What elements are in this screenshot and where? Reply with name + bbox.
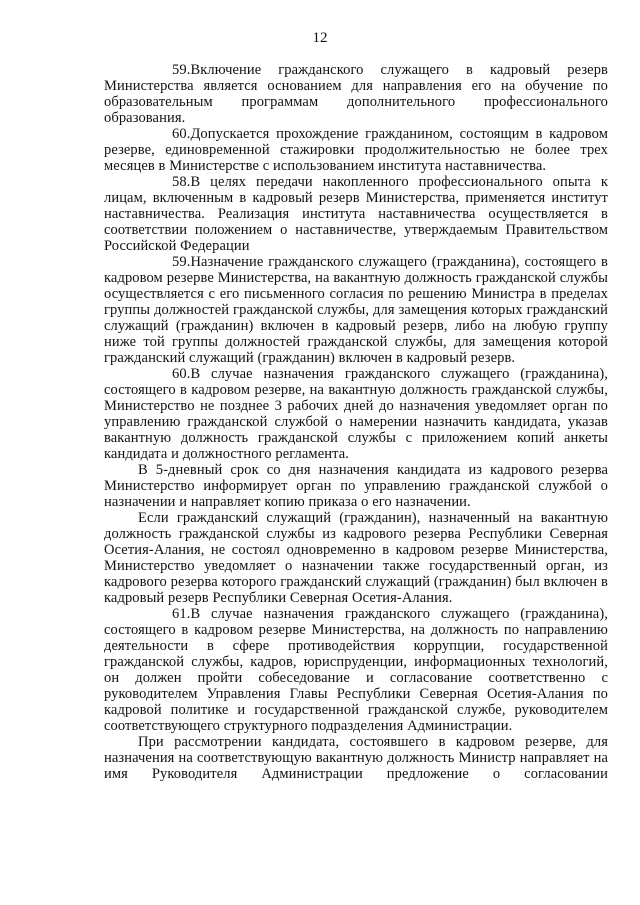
paragraph-text: Назначение гражданского служащего (гражданина), состоящего в кадровом резерве Министерства, на вакантную должность гражданской службы осуществляется с его письменного согласия по решению Министра в пределах группы должностей гражданской службы, для замещения которых гражданский служащий (гражданин) включен в кадровый резерв, либо на любую группу ниже той группы должностей гражданской службы, для замещения которой гражданский служащий (гражданин) включен в кадровый резерв. <box>104 254 608 366</box>
paragraph-60-internship <box>104 126 608 174</box>
paragraph-number: 60. <box>172 366 191 382</box>
paragraph-candidate-review <box>104 734 608 782</box>
paragraph-59-reserve-training <box>104 62 608 126</box>
paragraph-republic-reserve <box>104 510 608 606</box>
document-body <box>104 62 608 782</box>
paragraph-number: 60. <box>172 126 191 142</box>
paragraph-text: В 5-дневный срок со дня назначения кандидата из кадрового резерва Министерство информирует орган по управлению гражданской службой о назначении и направляет копию приказа о его назначении. <box>104 462 608 510</box>
paragraph-number: 58. <box>172 174 191 190</box>
paragraph-60-notification <box>104 366 608 462</box>
paragraph-61-interview <box>104 606 608 734</box>
paragraph-text: Допускается прохождение гражданином, состоящим в кадровом резерве, единовременной стажировки продолжительностью не более трех месяцев в Министерстве с использованием института наставничества. <box>104 126 608 174</box>
paragraph-text: Если гражданский служащий (гражданин), назначенный на вакантную должность гражданской службы из кадрового резерва Республики Северная Осетия-Алания, не состоял одновременно в кадровом резерве Министерства, Министерство уведомляет о назначении также государственный орган, из кадрового резерва которого гражданский служащий (гражданин) был включен в кадровый резерв Республики Северная Осетия-Алания. <box>104 510 608 606</box>
page-number: 12 <box>312 30 328 46</box>
paragraph-58-mentorship <box>104 174 608 254</box>
paragraph-59-appointment <box>104 254 608 366</box>
paragraph-text: В целях передачи накопленного профессионального опыта к лицам, включенным в кадровый резерв Министерства, применяется институт наставничества. Реализация института наставничества осуществляется в соответствии положением о наставничестве, утверждаемым Правительством Российской Федерации <box>104 174 608 254</box>
paragraph-text: Включение гражданского служащего в кадровый резерв Министерства является основанием для направления его на обучение по образовательным программам дополнительного профессионального образования. <box>104 62 608 126</box>
paragraph-number: 61. <box>172 606 191 622</box>
paragraph-text: При рассмотрении кандидата, состоявшего в кадровом резерве, для назначения на соответствующую вакантную должность Министр направляет на имя Руководителя Администрации предложение о согласовании <box>104 734 608 782</box>
paragraph-5-day-term <box>104 462 608 510</box>
paragraph-number: 59. <box>172 254 191 270</box>
paragraph-text: В случае назначения гражданского служащего (гражданина), состоящего в кадровом резерве, на вакантную должность гражданской службы, Министерство не позднее 3 рабочих дней до назначения уведомляет орган по управлению гражданской службой о намерении назначить кандидата, указав вакантную должность гражданской службы с приложением копий анкеты кандидата и должностного регламента. <box>104 366 608 462</box>
paragraph-text: В случае назначения гражданского служащего (гражданина), состоящего в кадровом резерве Министерства, на должность по направлению деятельности в сфере противодействия коррупции, государственной гражданской службы, кадров, юриспруденции, информационных технологий, он должен пройти собеседование и согласование соответственно с руководителем Управления Главы Республики Северная Осетия-Алания по кадровой политике и государственной гражданской службе, руководителем соответствующего структурного подразделения Администрации. <box>104 606 608 734</box>
paragraph-number: 59. <box>172 62 191 78</box>
